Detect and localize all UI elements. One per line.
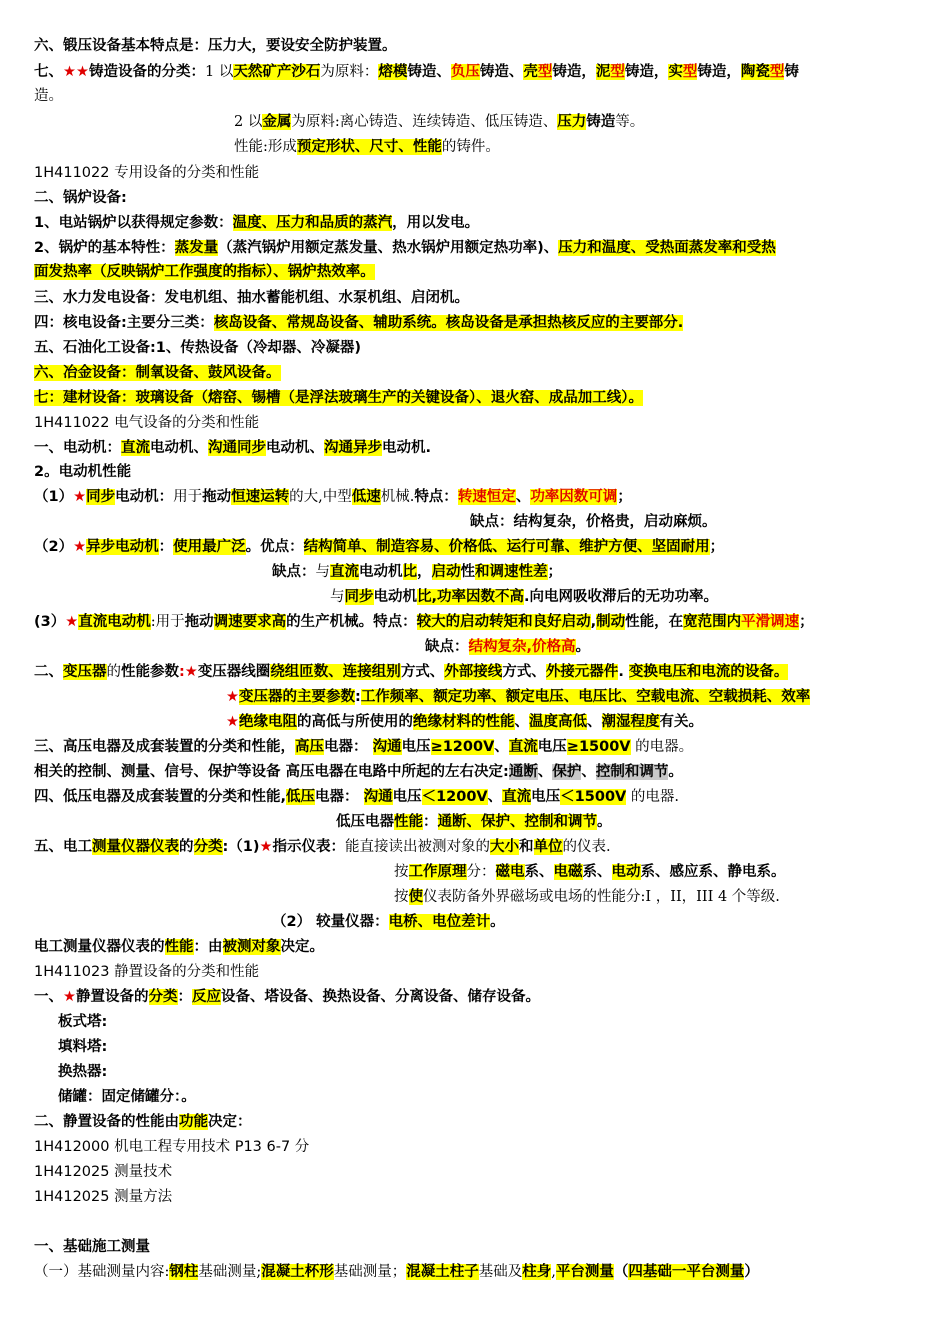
highlighted-text: 预定形状、尺寸、性能 bbox=[296, 139, 442, 155]
text-segment: 有关。 bbox=[659, 714, 703, 730]
text-line bbox=[34, 288, 469, 309]
highlighted-text: 被测对象 bbox=[222, 939, 281, 955]
highlighted-text: 温度、压力和品质的蒸汽 bbox=[232, 215, 393, 231]
highlighted-text: 直流 bbox=[121, 440, 150, 456]
text-segment: 板式塔: bbox=[58, 1014, 108, 1030]
text-segment: ； bbox=[617, 489, 632, 505]
text-segment: 电动机 bbox=[359, 564, 403, 580]
text-segment: 。 bbox=[668, 764, 683, 780]
text-segment: 的仪表. bbox=[562, 839, 611, 855]
text-segment: 电工测量仪器仪表的 bbox=[34, 939, 165, 955]
text-segment: 指示仪表： bbox=[272, 839, 346, 855]
text-line bbox=[34, 1237, 150, 1258]
text-segment: 性能:形成 bbox=[234, 139, 297, 155]
text-segment: 1H411022 电气设备的分类和性能 bbox=[34, 415, 260, 431]
highlighted-text: 电桥、电位差计 bbox=[388, 914, 491, 930]
highlighted-text: 钢柱 bbox=[169, 1264, 199, 1280]
text-segment: 静置设备的 bbox=[76, 989, 149, 1005]
text-line bbox=[34, 612, 814, 633]
text-line bbox=[34, 787, 679, 808]
text-segment: 1、电站锅炉以获得规定参数： bbox=[34, 215, 233, 231]
highlighted-text: 高压 bbox=[295, 739, 324, 755]
text-segment: 、 bbox=[581, 764, 596, 780]
highlighted-text: ＜1200V bbox=[421, 789, 488, 805]
text-line bbox=[34, 86, 63, 107]
text-segment: 的生产机械。特点： bbox=[286, 614, 417, 630]
highlighted-text: 工作频率、额定功率、额定电压、电压比、空载电流、空载损耗、效率 bbox=[360, 689, 811, 705]
highlighted-text: 负压 bbox=[450, 64, 480, 80]
highlighted-text: 使用最广泛 bbox=[173, 539, 246, 555]
highlighted-text: 绝缘材料的性能 bbox=[413, 714, 515, 730]
text-line bbox=[34, 262, 375, 283]
text-segment: ，用以发电。 bbox=[392, 215, 480, 231]
highlighted-text: 柱身 bbox=[522, 1264, 552, 1280]
highlighted-text: 分类 bbox=[148, 989, 178, 1005]
text-segment: 1H411023 静置设备的分类和性能 bbox=[34, 964, 260, 980]
highlighted-text: 变换电压和电流的设备。 bbox=[628, 664, 789, 680]
text-segment: （蒸汽锅炉用额定蒸发量、热水锅炉用额定热功率)、 bbox=[218, 240, 559, 256]
highlighted-text: 混凝土杯形 bbox=[261, 1264, 334, 1280]
text-segment: 能直接读出被测对象的 bbox=[345, 839, 491, 855]
text-segment: 按 bbox=[394, 864, 409, 880]
highlighted-text: 平台测量 bbox=[555, 1264, 614, 1280]
text-line bbox=[34, 238, 776, 259]
text-line bbox=[34, 1162, 172, 1183]
highlighted-text: 工作原理 bbox=[408, 864, 467, 880]
text-segment: 性能参数 bbox=[121, 664, 179, 680]
text-segment: ★ bbox=[63, 989, 76, 1005]
text-line bbox=[34, 937, 324, 958]
text-segment: 五、石油化工设备:1、传热设备（冷却器、冷凝器) bbox=[34, 340, 362, 356]
text-segment: 七、 bbox=[34, 64, 63, 80]
highlighted-text: 同步 bbox=[86, 489, 116, 505]
highlighted-text: 异步电动机 bbox=[86, 539, 159, 555]
text-line bbox=[34, 213, 479, 234]
text-segment: , bbox=[590, 614, 597, 630]
highlighted-text: 沟通 bbox=[372, 739, 402, 755]
highlighted-text: ＜1500V bbox=[560, 789, 627, 805]
text-segment: （ bbox=[613, 1264, 629, 1280]
text-segment: 方式、 bbox=[400, 664, 445, 680]
highlighted-text: 型 bbox=[537, 64, 553, 80]
highlighted-text: 性能 bbox=[164, 939, 194, 955]
highlighted-text: 宽范围内 bbox=[683, 614, 742, 630]
highlighted-text: 同步 bbox=[344, 589, 374, 605]
text-segment: 。 bbox=[597, 814, 612, 830]
text-segment: 与 bbox=[330, 589, 345, 605]
text-segment: 基础测量; bbox=[198, 1264, 262, 1280]
text-line bbox=[34, 163, 259, 184]
text-segment: 的 bbox=[106, 664, 121, 680]
text-segment: 与 bbox=[315, 564, 330, 580]
highlighted-text: 泥 bbox=[595, 64, 611, 80]
highlighted-text: 熔模 bbox=[378, 64, 408, 80]
highlighted-text: 直流 bbox=[502, 789, 532, 805]
text-segment: : bbox=[355, 689, 361, 705]
highlighted-text: 反应 bbox=[192, 989, 221, 1005]
highlighted-text: 外接元器件 bbox=[545, 664, 619, 680]
text-segment: 造。 bbox=[34, 88, 63, 104]
text-segment: 铸造， bbox=[624, 64, 669, 80]
text-line bbox=[470, 512, 717, 533]
highlighted-text: 七：建材设备：玻璃设备（熔窑、锡槽（是浮法玻璃生产的关键设备）、退火窑、成品加工线）。 bbox=[34, 390, 643, 406]
text-line bbox=[34, 438, 431, 459]
text-line bbox=[34, 1137, 309, 1158]
text-segment: 、 bbox=[515, 489, 531, 505]
text-line bbox=[394, 862, 786, 883]
text-segment: 基础及 bbox=[478, 1264, 523, 1280]
highlighted-text: 转速恒定 bbox=[457, 489, 516, 505]
text-segment: 1H412025 测量方法 bbox=[34, 1189, 173, 1205]
highlighted-text: 使 bbox=[408, 889, 423, 905]
text-segment: 。 bbox=[575, 639, 591, 655]
text-segment: .向电网吸收滞后的无功功率。 bbox=[524, 589, 719, 605]
highlighted-text: 沟通 bbox=[363, 789, 393, 805]
highlighted-text: 型 bbox=[769, 64, 785, 80]
text-segment: ） bbox=[744, 1264, 759, 1280]
text-line bbox=[34, 537, 724, 558]
text-segment: （1） bbox=[34, 489, 74, 505]
highlighted-text: 磁电 bbox=[495, 864, 525, 880]
highlighted-text: 蒸发量 bbox=[174, 240, 219, 256]
text-segment: 基础测量； bbox=[333, 1264, 407, 1280]
highlighted-text: 比 bbox=[402, 564, 417, 580]
text-segment: 。 bbox=[490, 914, 505, 930]
text-segment: 机械. bbox=[380, 489, 415, 505]
highlighted-text: 沟通同步 bbox=[208, 440, 266, 456]
highlighted-text: 压力和温度、受热面蒸发率和受热 bbox=[558, 240, 776, 256]
text-segment: 1 以 bbox=[205, 64, 234, 80]
text-segment: 性能，在 bbox=[625, 614, 684, 630]
text-segment: 铸造设备的分类： bbox=[89, 64, 205, 80]
highlighted-text: 直流电动机 bbox=[78, 614, 151, 630]
text-segment: 。优点： bbox=[245, 539, 304, 555]
text-segment: ：由 bbox=[193, 939, 223, 955]
text-segment: 四、低压电器及成套装置的分类和性能, bbox=[34, 789, 287, 805]
text-segment: 控制和调节 bbox=[595, 764, 669, 780]
highlighted-text: 沟通异步 bbox=[324, 440, 382, 456]
text-line bbox=[336, 812, 612, 833]
text-segment: 的高低与所使用的 bbox=[297, 714, 413, 730]
text-segment: 低压电器 bbox=[336, 814, 394, 830]
highlighted-text: 核岛设备、常规岛设备、辅助系统。核岛设备是承担热核反应的主要部分. bbox=[213, 315, 684, 331]
text-segment: 保护 bbox=[552, 764, 582, 780]
text-segment: ★ bbox=[73, 489, 87, 505]
text-segment: 铸造， bbox=[697, 64, 741, 80]
text-segment: 、 bbox=[494, 739, 509, 755]
text-segment: 铸 bbox=[784, 64, 799, 80]
text-segment: 通断 bbox=[508, 764, 538, 780]
highlighted-text: 六、冶金设备：制氧设备、鼓风设备。 bbox=[34, 365, 281, 381]
text-segment: 的电器. bbox=[626, 789, 679, 805]
text-segment: ★ bbox=[226, 714, 239, 730]
text-segment: 电动机、 bbox=[266, 440, 324, 456]
text-segment: 二、静置设备的性能由 bbox=[34, 1114, 179, 1130]
text-segment: 、 bbox=[514, 714, 529, 730]
text-line bbox=[34, 837, 611, 858]
text-line bbox=[272, 562, 562, 583]
text-segment: ， bbox=[417, 564, 432, 580]
text-segment: :（1) bbox=[222, 839, 260, 855]
highlighted-text: 恒速运转 bbox=[231, 489, 290, 505]
highlighted-text: 直流 bbox=[330, 564, 359, 580]
text-segment: 按 bbox=[394, 889, 409, 905]
highlighted-text: 陶瓷 bbox=[740, 64, 770, 80]
text-line bbox=[226, 712, 703, 733]
text-segment: 的铸件。 bbox=[441, 139, 500, 155]
highlighted-text: 低压 bbox=[286, 789, 316, 805]
highlighted-text: 分类 bbox=[193, 839, 223, 855]
text-segment: 较量仪器： bbox=[316, 914, 389, 930]
text-segment: , bbox=[551, 1264, 556, 1280]
text-segment: 仪表防备外界磁场或电场的性能分:I ，II，III 4 个等级. bbox=[423, 889, 780, 905]
text-segment: 五、电工 bbox=[34, 839, 92, 855]
text-segment: 为原料:离心铸造、连续铸造、低压铸造、 bbox=[291, 114, 558, 130]
highlighted-text: 制动 bbox=[596, 614, 626, 630]
text-segment: 六、锻压设备基本特点是：压力大，要设安全防护装置。 bbox=[34, 38, 397, 54]
text-segment: 电动机 bbox=[373, 589, 417, 605]
text-segment: :★ bbox=[179, 664, 198, 680]
highlighted-text: 外部接线 bbox=[444, 664, 503, 680]
text-segment: 电动机、 bbox=[150, 440, 208, 456]
text-segment: 电器： bbox=[315, 789, 364, 805]
text-line bbox=[34, 1112, 252, 1133]
text-segment: ： bbox=[177, 989, 192, 1005]
highlighted-text: 较大的启动转矩和良好启动 bbox=[416, 614, 591, 630]
text-segment: :用于 bbox=[150, 614, 185, 630]
text-line bbox=[34, 313, 683, 334]
text-segment: 缺点： bbox=[272, 564, 316, 580]
text-segment: 、 bbox=[537, 764, 553, 780]
text-segment: 填料塔: bbox=[58, 1039, 108, 1055]
text-line bbox=[234, 112, 644, 133]
text-segment: . bbox=[618, 664, 629, 680]
text-segment: 三、高压电器及成套装置的分类和性能， bbox=[34, 739, 295, 755]
highlighted-text: 天然矿产沙石 bbox=[233, 64, 321, 80]
text-segment: 电压 bbox=[537, 739, 567, 755]
text-segment: （2） bbox=[34, 539, 74, 555]
highlighted-text: 绝缘电阻 bbox=[239, 714, 297, 730]
text-segment: 电动机： bbox=[115, 489, 174, 505]
text-segment: 系、 bbox=[524, 864, 554, 880]
text-segment: 变压器线圈 bbox=[197, 664, 271, 680]
highlighted-text: 面发热率（反映锅炉工作强度的指标）、锅炉热效率。 bbox=[34, 264, 375, 280]
text-line bbox=[58, 1062, 107, 1083]
highlighted-text: 壳 bbox=[523, 64, 538, 80]
highlighted-text: 比,功率因数不高 bbox=[417, 589, 525, 605]
text-line bbox=[34, 388, 643, 409]
text-line bbox=[34, 462, 131, 483]
text-line bbox=[34, 36, 397, 57]
text-segment: 的电器。 bbox=[630, 739, 694, 755]
highlighted-text: 和调速性差 bbox=[475, 564, 548, 580]
text-segment: 电压 bbox=[392, 789, 422, 805]
text-segment: 的大,中型 bbox=[289, 489, 352, 505]
text-segment: 缺点： bbox=[425, 639, 469, 655]
text-segment: 一、电动机： bbox=[34, 440, 121, 456]
text-segment: 2。电动机性能 bbox=[34, 464, 132, 480]
text-segment: 三、水力发电设备：发电机组、抽水蓄能机组、水泵机组、启闭机。 bbox=[34, 290, 469, 306]
text-line bbox=[226, 687, 810, 708]
highlighted-text: 电动 bbox=[611, 864, 641, 880]
text-segment: ★ bbox=[65, 614, 79, 630]
text-line bbox=[34, 987, 540, 1008]
text-segment: 设备、塔设备、换热设备、分离设备、储存设备。 bbox=[221, 989, 540, 1005]
text-segment: 电动机. bbox=[382, 440, 432, 456]
text-segment: 和 bbox=[519, 839, 534, 855]
highlighted-text: ≥1200V bbox=[430, 739, 495, 755]
highlighted-text: 大小 bbox=[490, 839, 520, 855]
text-line bbox=[58, 1037, 107, 1058]
text-segment: （2） bbox=[272, 914, 317, 930]
text-segment: 铸造、 bbox=[407, 64, 451, 80]
text-line bbox=[330, 587, 718, 608]
text-segment: 电压 bbox=[531, 789, 561, 805]
text-segment: 的 bbox=[179, 839, 194, 855]
highlighted-text: 结构简单、制造容易、价格低、运行可靠、维护方便、坚固耐用 bbox=[303, 539, 710, 555]
text-segment: ； bbox=[799, 614, 814, 630]
text-segment: 换热器: bbox=[58, 1064, 108, 1080]
text-segment: 铸造， bbox=[552, 64, 596, 80]
text-segment: 电压 bbox=[401, 739, 431, 755]
text-line bbox=[34, 338, 361, 359]
text-segment: ★ bbox=[73, 539, 87, 555]
text-segment: 特点： bbox=[414, 489, 458, 505]
text-segment: 等。 bbox=[615, 114, 645, 130]
text-segment: 铸造 bbox=[586, 114, 616, 130]
text-segment: 一、 bbox=[34, 989, 63, 1005]
text-segment: 拖动 bbox=[184, 614, 214, 630]
highlighted-text: 实 bbox=[668, 64, 683, 80]
text-segment: 、 bbox=[487, 789, 503, 805]
highlighted-text: 平滑调速 bbox=[741, 614, 800, 630]
highlighted-text: 启动 bbox=[431, 564, 461, 580]
highlighted-text: ≥1500V bbox=[566, 739, 631, 755]
highlighted-text: 直流 bbox=[508, 739, 538, 755]
text-segment: 用于 bbox=[173, 489, 203, 505]
text-segment: 缺点：结构复杂，价格贵，启动麻烦。 bbox=[470, 514, 717, 530]
text-segment: 拖动 bbox=[202, 489, 232, 505]
highlighted-text: 功能 bbox=[179, 1114, 208, 1130]
text-segment: 二、锅炉设备: bbox=[34, 190, 127, 206]
text-segment: 铸造、 bbox=[479, 64, 524, 80]
highlighted-text: 压力 bbox=[557, 114, 587, 130]
text-segment: 性 bbox=[460, 564, 475, 580]
highlighted-text: 单位 bbox=[533, 839, 563, 855]
text-segment: 分： bbox=[466, 864, 496, 880]
highlighted-text: 测量仪器仪表 bbox=[92, 839, 179, 855]
text-line bbox=[34, 363, 281, 384]
highlighted-text: 调速要求高 bbox=[213, 614, 287, 630]
text-segment: ； bbox=[709, 539, 725, 555]
text-line bbox=[34, 487, 632, 508]
highlighted-text: 低速 bbox=[351, 489, 381, 505]
highlighted-text: 温度高低 bbox=[529, 714, 587, 730]
text-segment: 2 以 bbox=[234, 114, 263, 130]
highlighted-text: 通断、保护、控制和调节 bbox=[437, 814, 597, 830]
text-segment: (3） bbox=[34, 614, 66, 630]
text-line bbox=[34, 1187, 172, 1208]
text-line bbox=[34, 737, 693, 758]
text-segment: 2、锅炉的基本特性： bbox=[34, 240, 175, 256]
text-segment: 决定。 bbox=[280, 939, 324, 955]
text-segment: 1H412000 机电工程专用技术 P13 6-7 分 bbox=[34, 1139, 310, 1155]
highlighted-text: 型 bbox=[610, 64, 625, 80]
text-line bbox=[34, 188, 127, 209]
highlighted-text: 性能 bbox=[394, 814, 423, 830]
text-segment: ； bbox=[547, 564, 562, 580]
highlighted-text: 金属 bbox=[262, 114, 292, 130]
text-segment: 四：核电设备:主要分三类： bbox=[34, 315, 214, 331]
highlighted-text: 结构复杂,价格高 bbox=[468, 639, 576, 655]
highlighted-text: 四基础一平台测量 bbox=[628, 1264, 745, 1280]
highlighted-text: 变压器的主要参数 bbox=[239, 689, 355, 705]
text-segment: 决定： bbox=[208, 1114, 252, 1130]
text-line bbox=[34, 62, 799, 83]
highlighted-text: 电磁 bbox=[553, 864, 583, 880]
highlighted-text: 潮湿程度 bbox=[601, 714, 660, 730]
highlighted-text: 绕组匝数、连接组别 bbox=[270, 664, 401, 680]
text-line bbox=[34, 1262, 759, 1283]
text-segment: ★★ bbox=[63, 64, 89, 80]
text-segment: 一、基础施工测量 bbox=[34, 1239, 150, 1255]
text-line bbox=[394, 887, 780, 908]
text-segment: ★ bbox=[226, 689, 239, 705]
text-segment: 相关的控制、测量、信号、保护等设备 高压电器在电路中所起的左右决定: bbox=[34, 764, 509, 780]
text-segment: ： bbox=[423, 814, 438, 830]
text-segment: 、 bbox=[587, 714, 602, 730]
text-line bbox=[34, 962, 259, 983]
text-segment: 电器： bbox=[324, 739, 373, 755]
text-line bbox=[272, 912, 505, 933]
highlighted-text: 混凝土柱子 bbox=[406, 1264, 479, 1280]
text-line bbox=[58, 1012, 107, 1033]
text-line bbox=[34, 762, 683, 783]
text-segment: 为原料： bbox=[320, 64, 379, 80]
text-line bbox=[34, 662, 788, 683]
text-segment: 二、 bbox=[34, 664, 63, 680]
text-segment: ★ bbox=[259, 839, 273, 855]
highlighted-text: 功率因数可调 bbox=[530, 489, 618, 505]
text-segment: 储罐：固定储罐分：。 bbox=[58, 1089, 196, 1105]
text-line bbox=[425, 637, 590, 658]
text-segment: （一）基础测量内容: bbox=[34, 1264, 170, 1280]
text-line bbox=[234, 137, 500, 158]
text-segment: 系、感应系、静电系。 bbox=[640, 864, 786, 880]
text-segment: 1H411022 专用设备的分类和性能 bbox=[34, 165, 260, 181]
text-line bbox=[34, 413, 259, 434]
text-segment: 系、 bbox=[582, 864, 612, 880]
highlighted-text: 变压器 bbox=[63, 664, 107, 680]
highlighted-text: 型 bbox=[682, 64, 698, 80]
text-segment: 1H412025 测量技术 bbox=[34, 1164, 173, 1180]
text-segment: 方式、 bbox=[502, 664, 546, 680]
text-line bbox=[58, 1087, 196, 1108]
text-segment: ： bbox=[158, 539, 174, 555]
